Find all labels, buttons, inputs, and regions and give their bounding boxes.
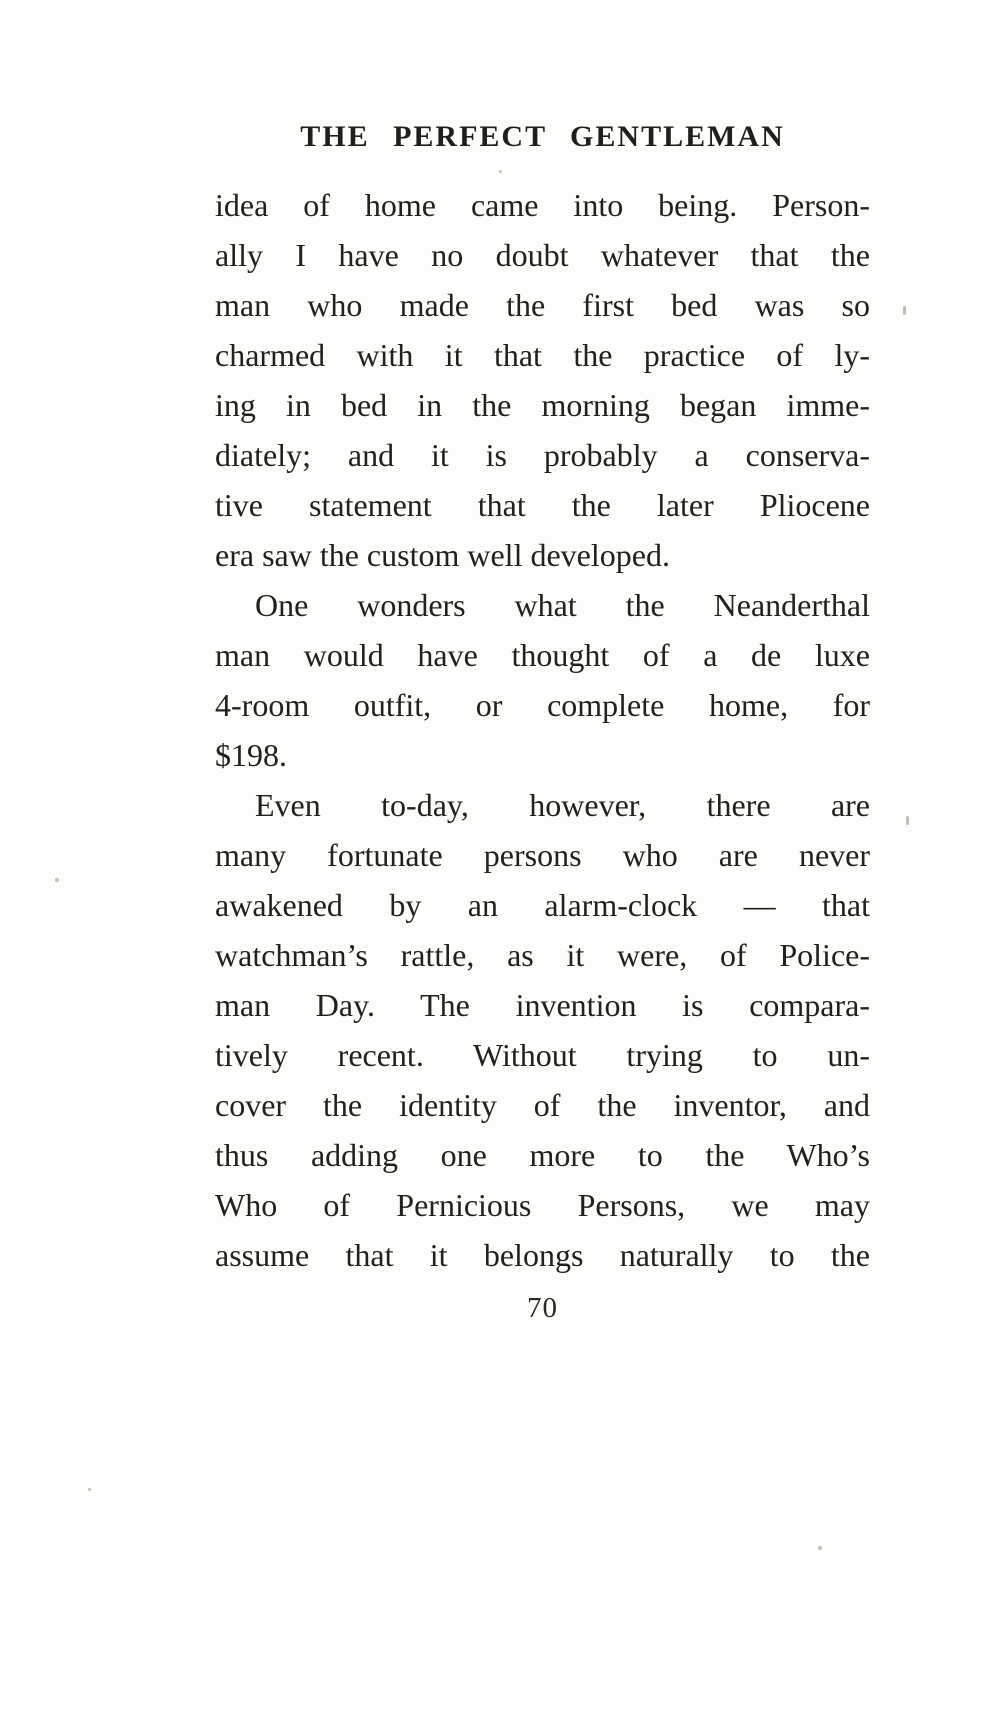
text-line: Who of Pernicious Persons, we may bbox=[215, 1187, 870, 1223]
running-head: THE PERFECT GENTLEMAN bbox=[300, 120, 785, 153]
scan-artifact bbox=[55, 878, 59, 882]
text-line: ally I have no doubt whatever that the bbox=[215, 237, 870, 273]
scan-artifact bbox=[906, 816, 909, 825]
scan-artifact bbox=[818, 1546, 822, 1550]
text-line: $198. bbox=[215, 737, 287, 773]
text-line: cover the identity of the inventor, and bbox=[215, 1087, 870, 1123]
text-line: thus adding one more to the Who’s bbox=[215, 1137, 870, 1173]
paragraph bbox=[215, 580, 870, 780]
text-line: charmed with it that the practice of ly- bbox=[215, 337, 870, 373]
text-line: awakened by an alarm-clock — that bbox=[215, 887, 870, 923]
text-line: tively recent. Without trying to un- bbox=[215, 1037, 870, 1073]
page-number: 70 bbox=[527, 1292, 558, 1324]
text-line: watchman’s rattle, as it were, of Police- bbox=[215, 937, 870, 973]
text-line: man who made the first bed was so bbox=[215, 287, 870, 323]
paragraph bbox=[215, 180, 870, 580]
paragraph bbox=[215, 780, 870, 1280]
text-line: man Day. The invention is compara- bbox=[215, 987, 870, 1023]
text-line: tive statement that the later Pliocene bbox=[215, 487, 870, 523]
text-line: man would have thought of a de luxe bbox=[215, 637, 870, 673]
scan-artifact bbox=[499, 170, 502, 173]
text-line: One wonders what the Neanderthal bbox=[255, 587, 870, 623]
scan-artifact bbox=[88, 1488, 91, 1491]
scan-artifact bbox=[903, 306, 906, 315]
text-line: ing in bed in the morning began imme- bbox=[215, 387, 870, 423]
text-line: Even to-day, however, there are bbox=[255, 787, 870, 823]
text-line: 4-room outfit, or complete home, for bbox=[215, 687, 870, 723]
text-line: diately; and it is probably a conserva- bbox=[215, 437, 870, 473]
text-line: era saw the custom well developed. bbox=[215, 537, 670, 573]
text-line: idea of home came into being. Person- bbox=[215, 187, 870, 223]
page-body bbox=[215, 180, 870, 1280]
text-line: many fortunate persons who are never bbox=[215, 837, 870, 873]
text-line: assume that it belongs naturally to the bbox=[215, 1237, 870, 1273]
